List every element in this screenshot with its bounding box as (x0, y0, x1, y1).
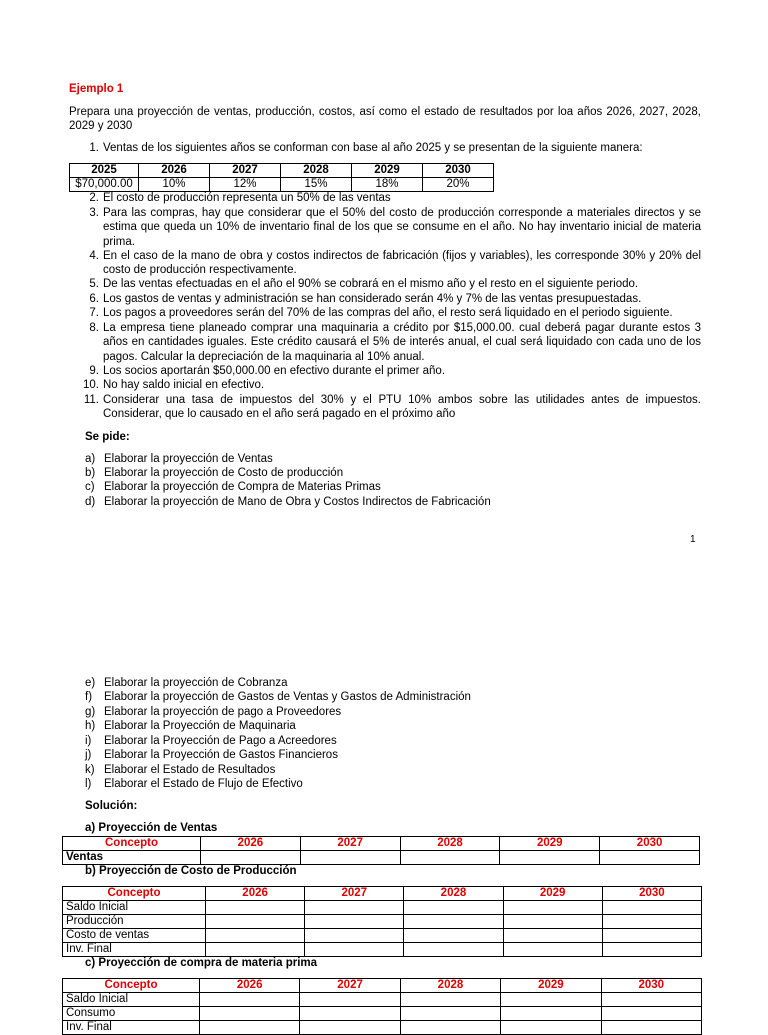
table-row: Consumo (63, 1007, 702, 1021)
table-row: Ventas (63, 851, 700, 865)
intro-paragraph: Prepara una proyección de ventas, producción, costos, así como el estado de resultados por loa años 2026, 2027, 2028, 2029 y 2030 (69, 106, 701, 133)
page-number: 1 (690, 534, 696, 545)
section-a-title: a) Proyección de Ventas (85, 822, 218, 834)
table-row: Inv. Final (63, 943, 702, 957)
table-row: Concepto 2026 2027 2028 2029 2030 (63, 979, 702, 993)
table-row: Concepto 2026 2027 2028 2029 2030 (63, 837, 700, 851)
table-row: Inv. Final (63, 1021, 702, 1035)
table-row: $70,000.00 10% 12% 15% 18% 20% (70, 178, 494, 192)
ventas-table (62, 836, 700, 865)
table-row: Concepto 2026 2027 2028 2029 2030 (63, 887, 702, 901)
se-pide-heading: Se pide: (85, 431, 130, 443)
solucion-heading: Solución: (85, 800, 138, 812)
table-row: Costo de ventas (63, 929, 702, 943)
table-row: Saldo Inicial (63, 993, 702, 1007)
growth-table (69, 163, 494, 192)
compra-materia-prima-table (62, 978, 702, 1035)
costo-produccion-table (62, 886, 702, 957)
table-row: Saldo Inicial (63, 901, 702, 915)
section-b-title: b) Proyección de Costo de Producción (85, 865, 297, 877)
table-row: 2025 2026 2027 2028 2029 2030 (70, 164, 494, 178)
section-c-title: c) Proyección de compra de materia prima (85, 957, 318, 969)
example-title: Ejemplo 1 (69, 83, 124, 95)
table-row: Producción (63, 915, 702, 929)
